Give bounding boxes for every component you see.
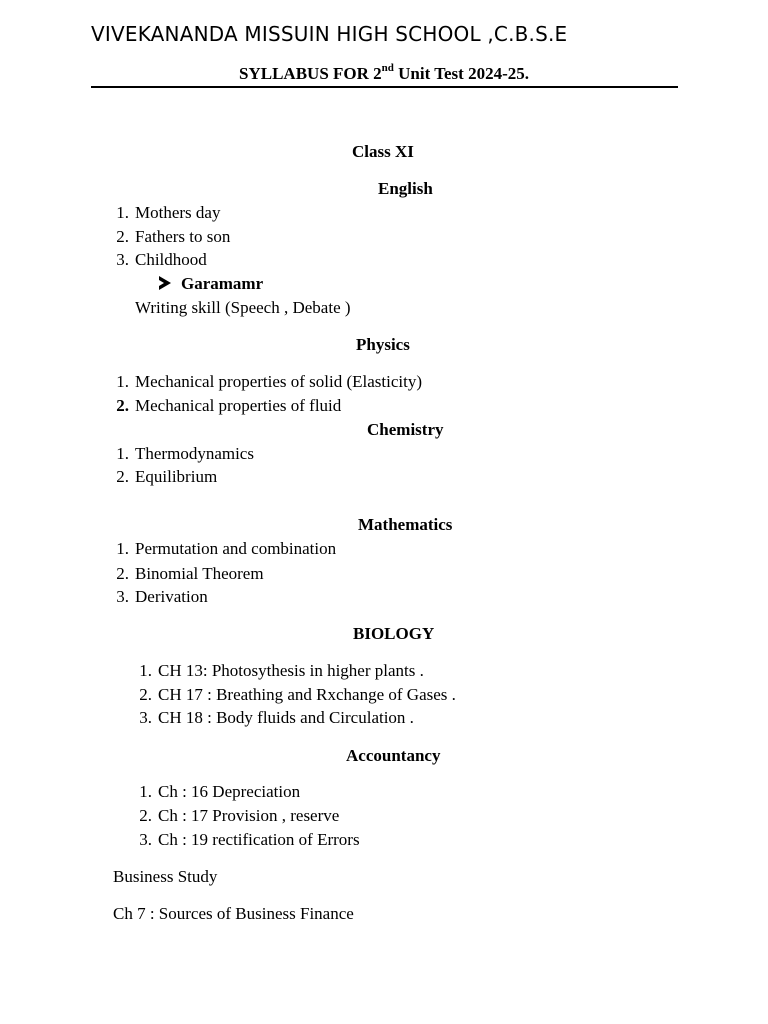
chemistry-heading: Chemistry <box>367 420 444 439</box>
list-item <box>130 806 339 826</box>
list-number: 2. <box>139 806 152 825</box>
list-item <box>130 661 424 681</box>
list-item <box>130 708 414 728</box>
mathematics-heading: Mathematics <box>358 515 453 534</box>
english-heading: English <box>378 179 433 198</box>
accountancy-heading: Accountancy <box>346 746 441 765</box>
list-number: 1. <box>139 661 152 680</box>
grammar-label: Garamamr <box>181 274 264 293</box>
list-number: 1. <box>116 372 129 391</box>
list-text: Ch : 17 Provision , reserve <box>158 806 340 825</box>
list-text: Mothers day <box>135 203 221 222</box>
list-item <box>107 227 230 247</box>
list-number: 1. <box>116 539 129 558</box>
list-text: Ch : 16 Depreciation <box>158 782 301 801</box>
list-text: CH 17 : Breathing and Rxchange of Gases . <box>158 685 456 704</box>
class-title: Class XI <box>352 142 414 161</box>
list-item <box>107 444 254 464</box>
list-item <box>130 685 456 705</box>
header-rule <box>91 86 678 88</box>
list-number: 3. <box>139 708 152 727</box>
list-text: Equilibrium <box>135 467 218 486</box>
list-text: Ch : 19 rectification of Errors <box>158 830 360 849</box>
school-name: VIVEKANANDA MISSUIN HIGH SCHOOL ,C.B.S.E <box>91 22 568 46</box>
list-text: Derivation <box>135 587 208 606</box>
list-number: 3. <box>139 830 152 849</box>
list-item <box>107 372 422 392</box>
list-text: Fathers to son <box>135 227 231 246</box>
list-item <box>107 587 208 607</box>
arrow-bullet-icon <box>159 276 171 290</box>
business-study-item: Ch 7 : Sources of Business Finance <box>113 904 354 923</box>
list-text: Mechanical properties of solid (Elasticity) <box>135 372 423 391</box>
biology-heading: BIOLOGY <box>353 624 435 643</box>
syllabus-title <box>0 64 768 84</box>
list-item <box>107 564 264 584</box>
writing-skill: Writing skill (Speech , Debate ) <box>135 298 351 317</box>
list-text: Childhood <box>135 250 207 269</box>
list-number: 2. <box>139 685 152 704</box>
list-item <box>107 467 217 487</box>
list-text: Mechanical properties of fluid <box>135 396 342 415</box>
list-number: 1. <box>116 203 129 222</box>
grammar-item <box>159 274 263 294</box>
syllabus-suffix: Unit Test 2024-25. <box>393 64 529 83</box>
list-item <box>130 782 300 802</box>
list-number: 2. <box>116 564 129 583</box>
business-study-heading: Business Study <box>113 867 218 886</box>
list-number: 1. <box>139 782 152 801</box>
list-number: 1. <box>116 444 129 463</box>
list-number: 3. <box>116 250 129 269</box>
list-text: Permutation and combination <box>135 539 337 558</box>
list-item <box>107 539 336 559</box>
list-text: Thermodynamics <box>135 444 254 463</box>
list-item <box>107 250 207 270</box>
list-item <box>107 396 341 416</box>
syllabus-superscript: nd <box>381 62 394 74</box>
list-text: Binomial Theorem <box>135 564 264 583</box>
list-number: 2. <box>116 467 129 486</box>
list-number: 3. <box>116 587 129 606</box>
list-text: CH 13: Photosythesis in higher plants . <box>158 661 424 680</box>
list-text: CH 18 : Body fluids and Circulation . <box>158 708 414 727</box>
list-number: 2. <box>116 227 129 246</box>
physics-heading: Physics <box>356 335 410 354</box>
syllabus-prefix: SYLLABUS FOR 2 <box>239 64 382 83</box>
list-item <box>107 203 220 223</box>
list-number: 2. <box>116 396 129 415</box>
list-item <box>130 830 360 850</box>
